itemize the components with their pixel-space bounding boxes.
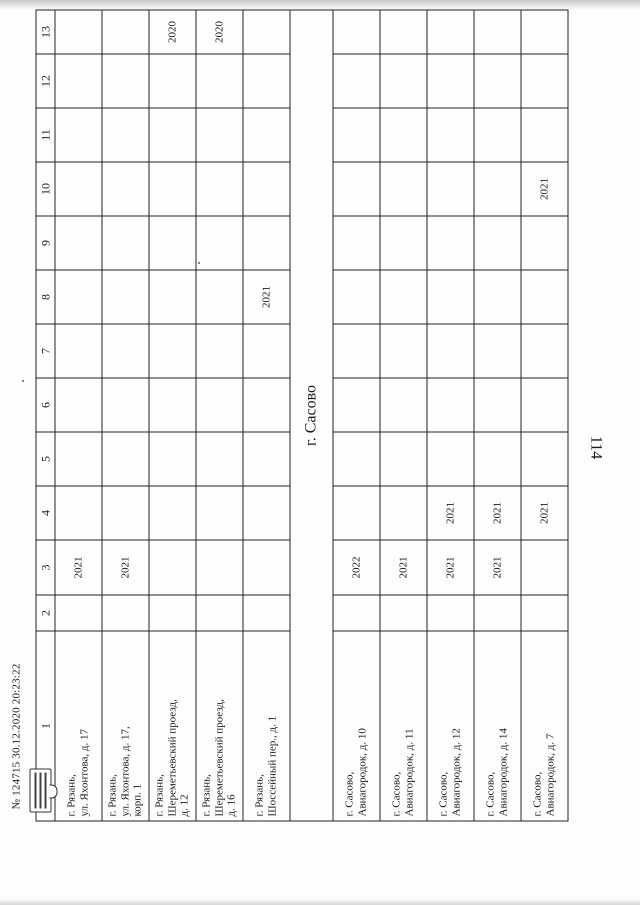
year-cell-col-9 [196,216,243,270]
year-cell-col-9 [427,216,474,270]
year-cell-col-8 [521,270,568,324]
year-cell-col-13: 2020 [149,10,196,54]
year-cell-col-3 [196,540,243,595]
year-cell-col-5 [474,432,521,486]
year-cell-col-11 [474,108,521,162]
year-cell-col-2 [102,595,149,631]
year-cell-col-13 [521,10,568,54]
year-cell-col-12 [55,54,102,108]
year-cell-col-6 [102,378,149,432]
year-cell-col-8 [474,270,521,324]
year-cell-col-5 [333,432,380,486]
year-cell-col-5 [196,432,243,486]
year-cell-col-4 [102,486,149,540]
year-cell-col-10 [149,162,196,216]
year-cell-col-12 [427,54,474,108]
table-row [243,10,290,821]
address-line: ул. Яхонтова, д. 17 [78,728,90,817]
year-cell-col-8: 2021 [243,270,290,324]
year-cell-col-2 [333,595,380,631]
address-cell [196,631,243,821]
year-cell-col-7 [55,324,102,378]
column-header-13: 13 [36,10,55,54]
column-header-3: 3 [36,540,55,595]
schedule-table [35,10,568,822]
address-line: Шереметьевский проезд, [165,699,178,817]
year-cell-col-11 [102,108,149,162]
year-cell-col-12 [102,54,149,108]
year-cell-col-10 [55,162,102,216]
year-cell-col-11 [55,108,102,162]
column-header-12: 12 [36,54,55,108]
address-cell [474,631,521,821]
year-cell-col-13 [102,10,149,54]
column-header-8: 8 [36,270,55,324]
year-cell-col-3: 2021 [102,540,149,595]
address-line: г. Рязань, [65,774,78,817]
year-cell-col-7 [196,324,243,378]
year-cell-col-2 [196,595,243,631]
address-cell [149,631,196,821]
address-line: г. Рязань, [253,774,266,817]
column-header-10: 10 [36,162,55,216]
column-header-11: 11 [36,108,55,162]
address-line: Авиагородок, д. 14 [497,728,509,817]
year-cell-col-6 [149,378,196,432]
year-cell-col-3: 2021 [380,540,427,595]
year-cell-col-7 [521,324,568,378]
year-cell-col-8 [427,270,474,324]
year-cell-col-5 [427,432,474,486]
address-cell [380,631,427,821]
column-header-4: 4 [36,486,55,540]
address-line: г. Рязань, [200,774,213,817]
table-row [474,10,521,821]
year-cell-col-6 [427,378,474,432]
year-cell-col-12 [380,54,427,108]
year-cell-col-13 [243,10,290,54]
year-cell-col-13 [427,10,474,54]
year-cell-col-4 [149,486,196,540]
year-cell-col-11 [521,108,568,162]
table-row [333,10,380,821]
year-cell-col-13 [55,10,102,54]
table-row [196,10,243,821]
year-cell-col-3: 2022 [333,540,380,595]
table-row [521,10,568,821]
year-cell-col-7 [149,324,196,378]
year-cell-col-4 [243,486,290,540]
year-cell-col-6 [474,378,521,432]
year-cell-col-3: 2021 [427,540,474,595]
year-cell-col-7 [427,324,474,378]
column-header-5: 5 [36,432,55,486]
address-line: Авиагородок, д. 12 [450,728,462,817]
year-cell-col-8 [102,270,149,324]
year-cell-col-2 [427,595,474,631]
year-cell-col-11 [427,108,474,162]
year-cell-col-6 [333,378,380,432]
year-cell-col-11 [380,108,427,162]
address-line: г. Сасово, [390,771,403,817]
address-cell [521,631,568,821]
year-cell-col-13 [380,10,427,54]
year-cell-col-3 [243,540,290,595]
year-cell-col-5 [55,432,102,486]
year-cell-col-10 [243,162,290,216]
year-cell-col-9 [55,216,102,270]
address-line: Шереметьевский проезд, [212,699,225,817]
year-cell-col-2 [55,595,102,631]
address-line: д. 16 [225,794,238,817]
year-cell-col-12 [196,54,243,108]
year-cell-col-12 [333,54,380,108]
address-cell [55,631,102,821]
section-row [290,10,333,821]
address-line: Авиагородок, д. 7 [544,733,556,817]
year-cell-col-9 [380,216,427,270]
year-cell-col-9 [521,216,568,270]
address-line: Авиагородок, д. 11 [403,728,415,817]
address-line: д. 12 [178,794,191,817]
address-line: г. Сасово, [531,771,544,817]
year-cell-col-7 [333,324,380,378]
address-cell [243,631,290,821]
table-row [427,10,474,821]
year-cell-col-12 [243,54,290,108]
table-row [102,10,149,821]
year-cell-col-13 [474,10,521,54]
year-cell-col-10: 2021 [521,162,568,216]
year-cell-col-9 [243,216,290,270]
address-line: г. Сасово, [484,771,497,817]
year-cell-col-8 [196,270,243,324]
year-cell-col-11 [196,108,243,162]
year-cell-col-4 [55,486,102,540]
column-header-6: 6 [36,378,55,432]
year-cell-col-7 [380,324,427,378]
year-cell-col-12 [149,54,196,108]
year-cell-col-10 [474,162,521,216]
year-cell-col-3: 2021 [474,540,521,595]
year-cell-col-8 [149,270,196,324]
address-cell [427,631,474,821]
registration-stamp: № 124715 30.12.2020 20:23:22 [10,663,22,810]
year-cell-col-2 [243,595,290,631]
year-cell-col-11 [149,108,196,162]
column-header-9: 9 [36,216,55,270]
year-cell-col-5 [380,432,427,486]
year-cell-col-9 [102,216,149,270]
schedule-table-body [36,10,568,821]
address-line: г. Сасово, [343,771,356,817]
year-cell-col-13: 2020 [196,10,243,54]
column-header-2: 2 [36,595,55,631]
address-line: г. Сасово, [437,771,450,817]
year-cell-col-11 [243,108,290,162]
address-line: г. Рязань, [153,774,166,817]
year-cell-col-5 [521,432,568,486]
year-cell-col-8 [333,270,380,324]
section-title: г. Сасово [290,10,333,821]
year-cell-col-2 [521,595,568,631]
year-cell-col-10 [333,162,380,216]
year-cell-col-8 [55,270,102,324]
year-cell-col-6 [521,378,568,432]
address-cell [102,631,149,821]
year-cell-col-11 [333,108,380,162]
year-cell-col-6 [380,378,427,432]
year-cell-col-4: 2021 [474,486,521,540]
year-cell-col-2 [149,595,196,631]
year-cell-col-13 [333,10,380,54]
address-line: Авиагородок, д. 10 [356,728,368,817]
year-cell-col-8 [380,270,427,324]
year-cell-col-10 [196,162,243,216]
year-cell-col-4 [196,486,243,540]
table-row [55,10,102,821]
address-line: Шоссейный пер., д. 1 [266,715,278,817]
address-line: корп. 1 [131,783,144,817]
year-cell-col-12 [474,54,521,108]
year-cell-col-7 [102,324,149,378]
year-cell-col-2 [380,595,427,631]
year-cell-col-7 [243,324,290,378]
page-number: 114 [587,435,604,460]
document-seal-icon [29,769,51,813]
table-row [380,10,427,821]
year-cell-col-4 [380,486,427,540]
column-header-1: 1 [36,631,55,821]
header-row [36,10,55,821]
year-cell-col-9 [474,216,521,270]
year-cell-col-4: 2021 [521,486,568,540]
year-cell-col-5 [243,432,290,486]
address-cell [333,631,380,821]
year-cell-col-12 [521,54,568,108]
year-cell-col-10 [102,162,149,216]
address-line: ул. Яхонтова, д. 17, [118,726,131,817]
address-line: г. Рязань, [106,774,119,817]
year-cell-col-4: 2021 [427,486,474,540]
year-cell-col-6 [243,378,290,432]
year-cell-col-10 [380,162,427,216]
year-cell-col-9 [149,216,196,270]
column-header-7: 7 [36,324,55,378]
year-cell-col-6 [55,378,102,432]
year-cell-col-6 [196,378,243,432]
year-cell-col-9 [333,216,380,270]
year-cell-col-5 [149,432,196,486]
year-cell-col-4 [333,486,380,540]
year-cell-col-5 [102,432,149,486]
year-cell-col-10 [427,162,474,216]
year-cell-col-3: 2021 [55,540,102,595]
year-cell-col-7 [474,324,521,378]
year-cell-col-3 [149,540,196,595]
year-cell-col-3 [521,540,568,595]
table-row [149,10,196,821]
year-cell-col-2 [474,595,521,631]
